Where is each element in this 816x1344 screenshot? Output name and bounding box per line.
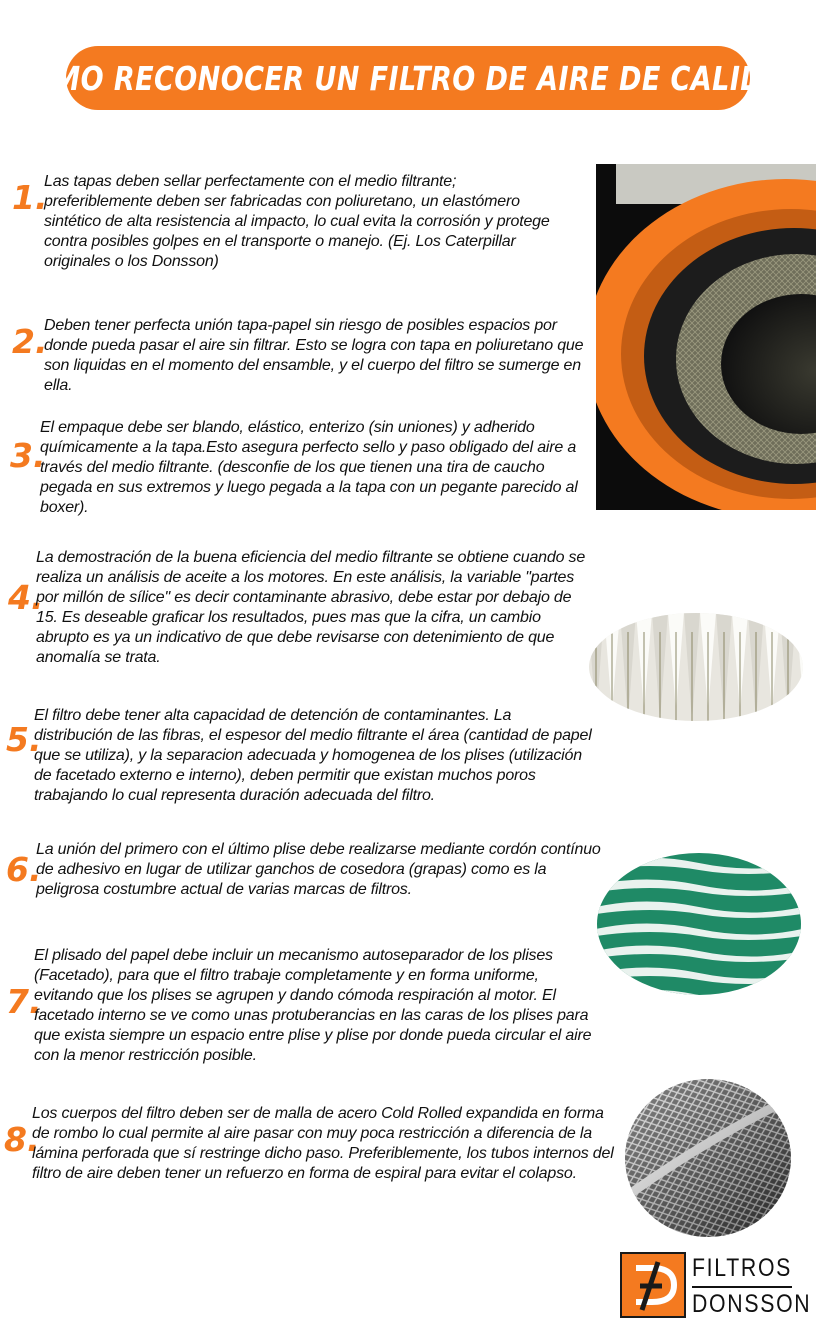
- point-text-1: Las tapas deben sellar perfectamente con el medio filtrante; preferiblemente deben ser fabricadas con poliuretano, un elastómero sintético de alta resistencia al impacto, lo cual evita la corrosión y protege contra posibles golpes en el transporte o manejo. (Ej. Los Caterpillar originales o los Donsson): [44, 173, 550, 270]
- point-number-7: 7.: [6, 982, 42, 1021]
- page-title: COMO RECONOCER UN FILTRO DE AIRE DE CALIDAD: [9, 58, 807, 98]
- point-text-5: El filtro debe tener alta capacidad de detención de contaminantes. La distribución de las fibras, el espesor del medio filtrante el área (cantidad de papel que se utiliza), y la separacion adecuada y homogenea de los plises (utilización de facetado externo e interno), deben permitir que existan muchos poros trabajando lo cual representa duración adecuada del filtro.: [34, 707, 592, 804]
- metal-mesh-photo: [624, 1078, 792, 1238]
- point-text-4: La demostración de la buena eficiencia del medio filtrante se obtiene cuando se realiza un análisis de aceite a los motores. En este análisis, la variable "partes por millón de sílice" es decir contaminante abrasivo, debe estar por debajo de 15. Es deseable graficar los resultados, pues mas que la cifra, un cambio abrupto es ya un indicativo de que debe revisarse con detenimiento de que anomalía se trata.: [36, 549, 586, 666]
- logo-text-donsson: DONSSON: [692, 1290, 812, 1318]
- title-banner: [9, 46, 807, 110]
- point-number-6: 6.: [6, 850, 42, 889]
- donsson-logo-mark: [620, 1252, 686, 1318]
- point-number-5: 5.: [6, 720, 42, 759]
- point-number-4: 4.: [8, 578, 44, 617]
- point-number-8: 8.: [4, 1120, 40, 1159]
- green-pleats-photo: [596, 852, 802, 996]
- point-text-2: Deben tener perfecta unión tapa-papel sin riesgo de posibles espacios por donde pueda pasar el aire sin filtrar. Esto se logra con tapa en poliuretano que son liquidas en el momento del ensamble, y el cuerpo del filtro se sumerge en ella.: [44, 317, 584, 394]
- point-text-7: El plisado del papel debe incluir un mecanismo autoseparador de los plises (Facetado), para que el filtro trabaje completamente y en forma uniforme, evitando que los plises se agrupen y dando cómoda respiración al motor. El facetado interno se ve como unas protuberancias en las caras de los plises para que exista siempre un espacio entre plise y plise por donde pueda circular el aire con la menor restricción posible.: [34, 947, 592, 1064]
- point-text-3: El empaque debe ser blando, elástico, enterizo (sin uniones) y adherido químicamente a la tapa.Esto asegura perfecto sello y paso obligado del aire a través del medio filtrante. (desconfie de los que tienen una tira de caucho pegada en sus extremos y luego pegada a la tapa con un pegante parecido al boxer).: [40, 419, 578, 516]
- logo-text-filtros: FILTROS: [692, 1254, 793, 1282]
- point-number-3: 3.: [10, 436, 46, 475]
- point-number-2: 2.: [12, 322, 48, 361]
- donsson-logo: [620, 1252, 812, 1320]
- point-text-8: Los cuerpos del filtro deben ser de malla de acero Cold Rolled expandida en forma de rombo lo cual permite al aire pasar con muy poca restricción a diferencia de la lámina perforada que sí restringe dicho paso. Preferiblemente, los tubos internos del filtro de aire deben tener un refuerzo en forma de espiral para evitar el colapso.: [32, 1105, 614, 1182]
- logo-divider: [692, 1286, 792, 1288]
- pleated-paper-photo: [588, 612, 804, 722]
- point-number-1: 1.: [12, 178, 48, 217]
- filter-cap-photo: [596, 164, 816, 510]
- point-text-6: La unión del primero con el último plise debe realizarse mediante cordón contínuo de adhesivo en lugar de utilizar ganchos de cosedora (grapas) como es la peligrosa costumbre actual de varias marcas de filtros.: [36, 841, 601, 898]
